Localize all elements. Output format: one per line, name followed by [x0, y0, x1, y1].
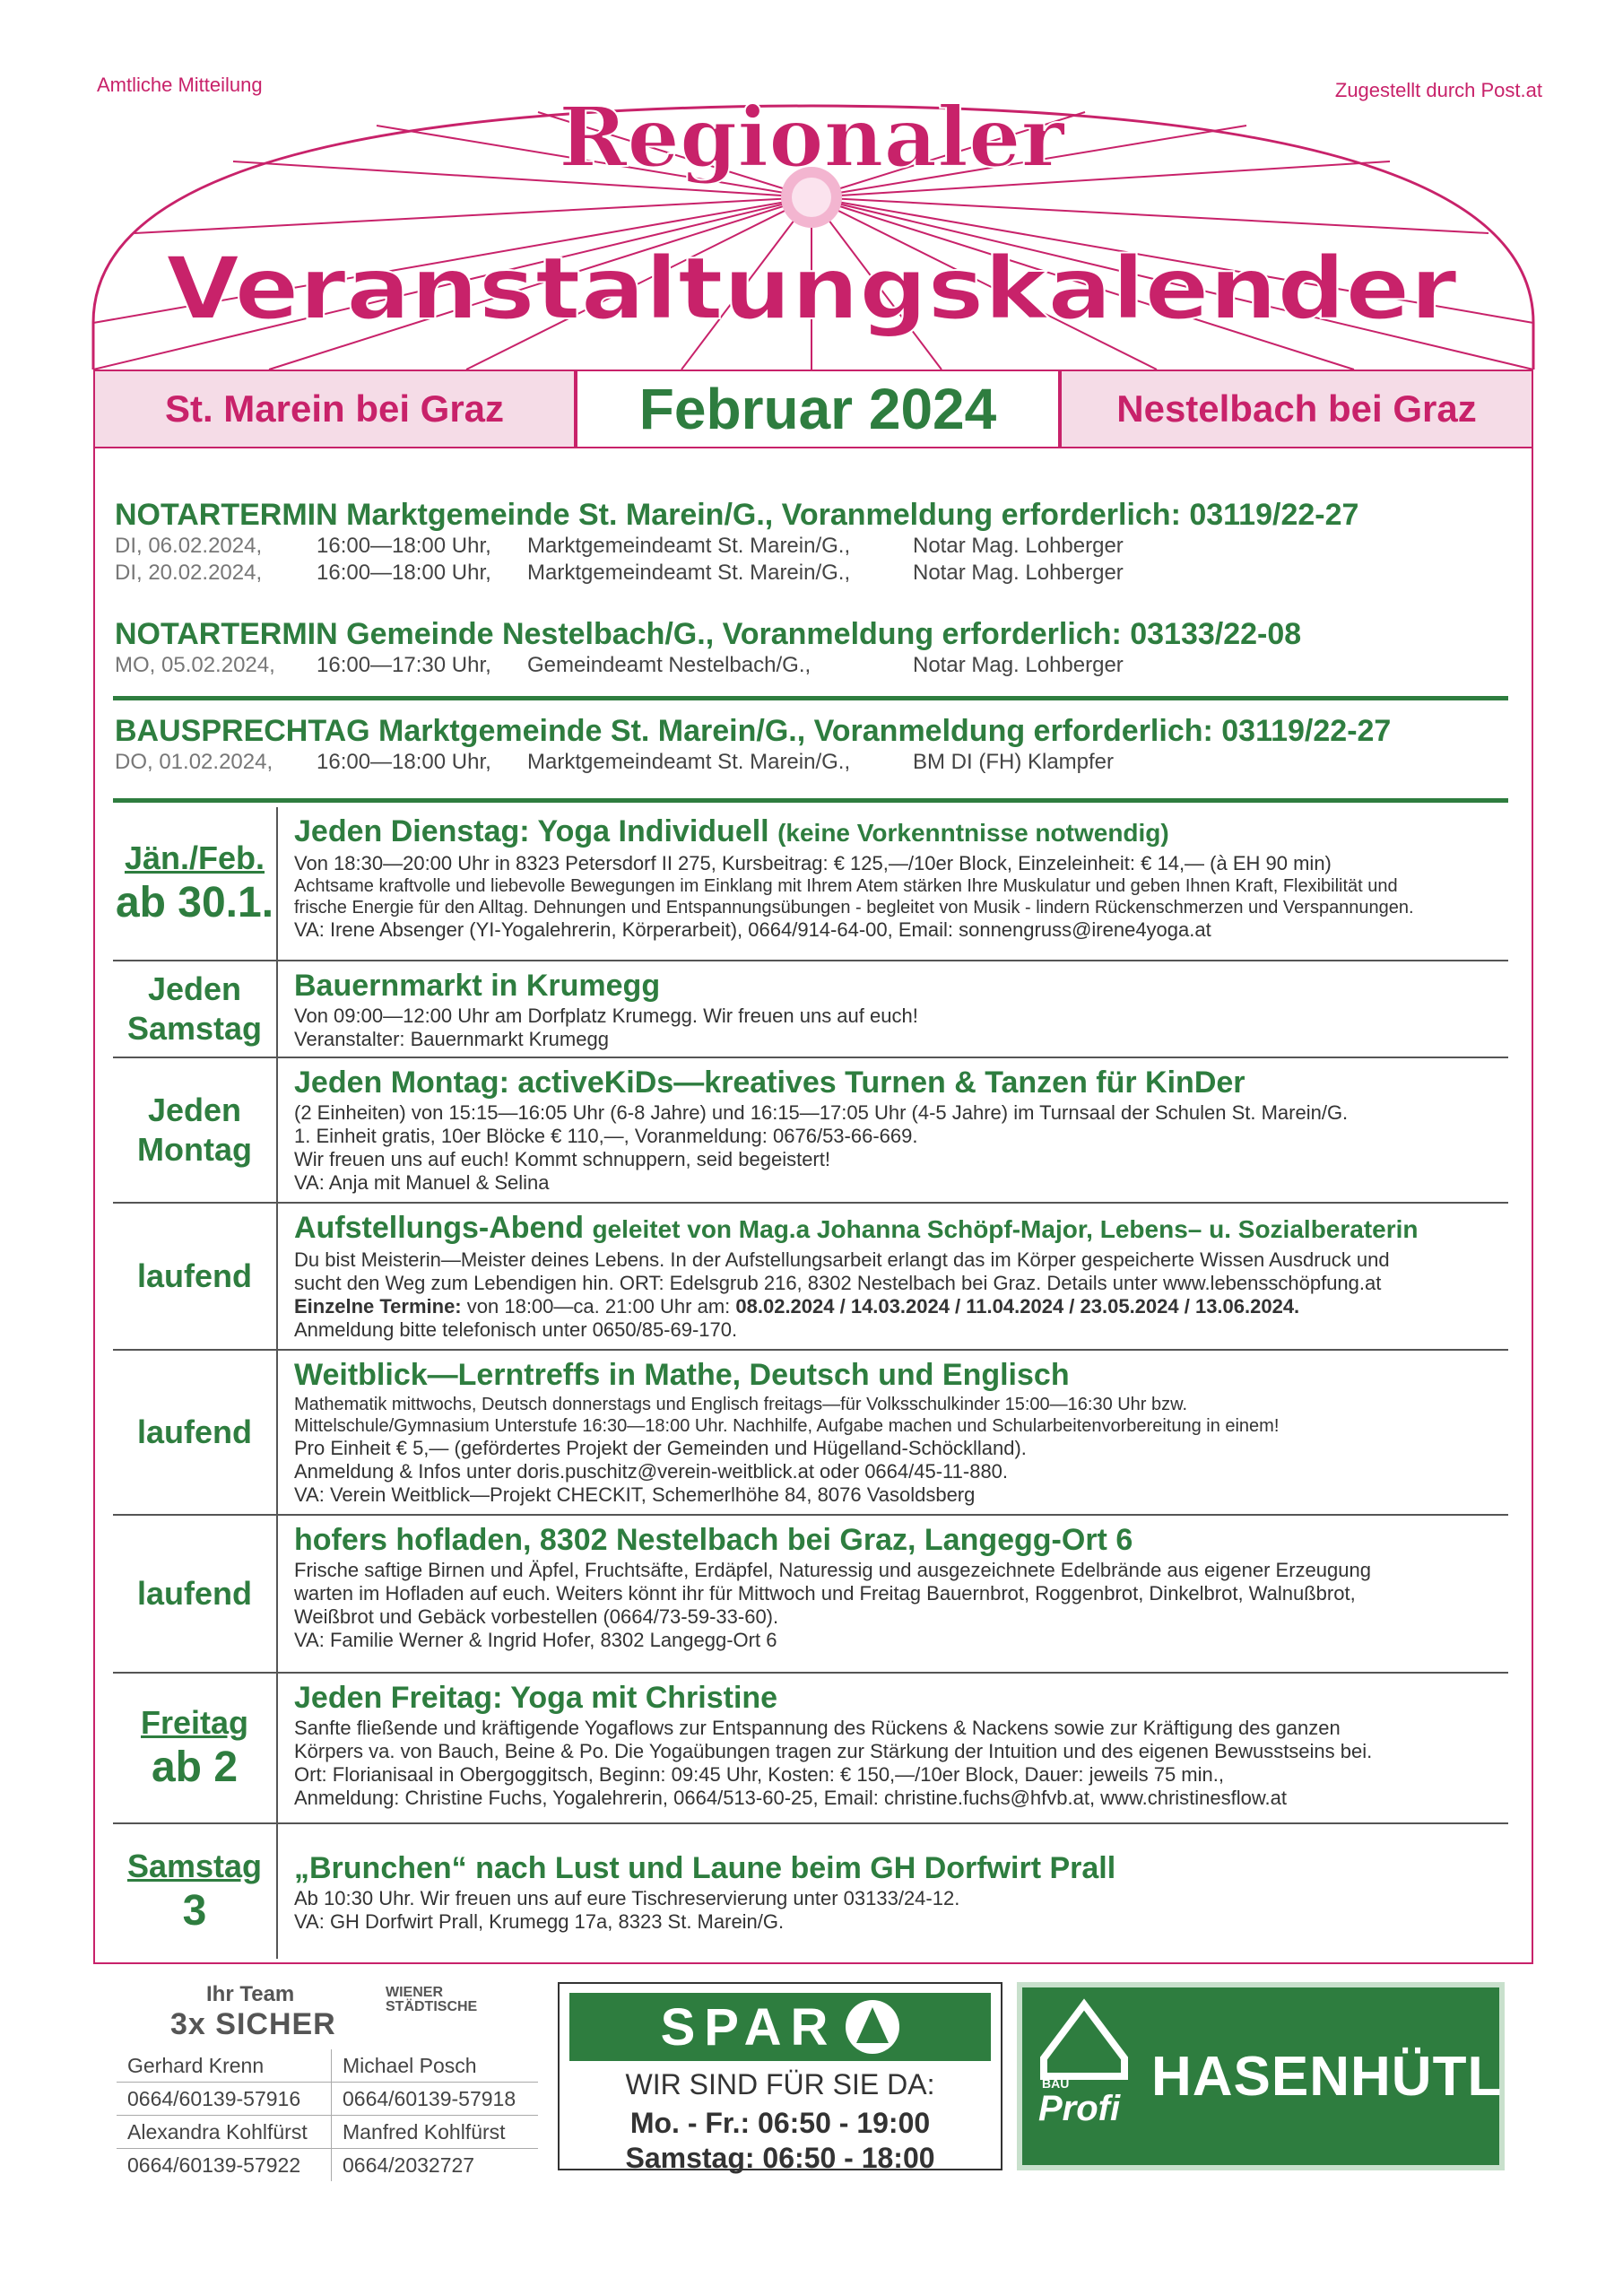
schedule-row: DI, 20.02.2024, 16:00—18:00 Uhr, Marktgemeindeamt St. Marein/G., Notar Mag. Lohberger	[115, 561, 1124, 585]
hasenhuetl-name: HASENHÜTL	[1151, 2045, 1503, 2108]
event-date: Jän./Feb. ab 30.1.	[113, 807, 278, 960]
event-title: hofers hofladen, 8302 Nestelbach bei Graz, Langegg-Ort 6	[294, 1523, 1133, 1557]
event-date: Samstag 3	[113, 1824, 278, 1959]
insurance-ad	[117, 1982, 538, 2177]
event-title: Jeden Freitag: Yoga mit Christine	[294, 1681, 778, 1715]
building-consultation-section	[115, 714, 1514, 776]
title-line-1: Regionaler	[558, 89, 1065, 186]
event-date: laufend	[113, 1516, 278, 1672]
event-hofers-hofladen: laufend hofers hofladen, 8302 Nestelbach bei Graz, Langegg-Ort 6 Frische saftige Birnen und Äpfel, Fruchtsäfte, Erdäpfel, Naturessig und ausgezeichnete Edelbrände aus eigener Erzeugung warten im Hofladen auf euch. Weiters könnt ihr für Mittwoch und Freitag Bauernbrot, Roggenbrot, Dinkelbrot, Walnußbrot, Weißbrot und Gebäck vorbestellen (0664/73-59-33-60). VA: Familie Werner & Ingrid Hofer, 8302 Langegg-Ort 6	[113, 1516, 1508, 1674]
spar-hours-weekday: Mo. - Fr.: 06:50 - 19:00	[629, 2107, 931, 2139]
event-yoga-individuell: Jän./Feb. ab 30.1. Jeden Dienstag: Yoga Individuell (keine Vorkenntnisse notwendig) Von 18:30—20:00 Uhr in 8323 Petersdorf II 275, Kursbeitrag: € 125,—/10er Block, Einzeleinheit: € 14,— (à EH 90 min) Achtsame kraftvolle und liebevolle Bewegungen im Einklang mit Ihrem Atem stärken Ihre Muskulatur und geben Ihnen Kraft, Flexibilität und frische Energie für den Alltag. Dehnungen und Entspannungsübungen - begleitet von Musik - lindern Rückenschmerzen und Verspannungen. VA: Irene Absenger (YI-Yogalehrerin, Körperarbeit), 0664/914-64-00, Email: sonnengruss@irene4yoga.at	[113, 807, 1508, 961]
place-right-box: Nestelbach bei Graz	[1060, 370, 1533, 448]
event-title: Bauernmarkt in Krumegg	[294, 969, 661, 1003]
section-title: NOTARTERMIN Marktgemeinde St. Marein/G., Voranmeldung erforderlich: 03119/22-27	[115, 498, 1359, 532]
event-brunchen: Samstag 3 „Brunchen“ nach Lust und Laune beim GH Dorfwirt Prall Ab 10:30 Uhr. Wir freuen uns auf eure Tischreservierung unter 03133/24-12. VA: GH Dorfwirt Prall, Krumegg 17a, 8323 St. Marein/G.	[113, 1824, 1508, 1959]
event-title: Aufstellungs-Abend geleitet von Mag.a Johanna Schöpf-Major, Lebens– u. Sozialberaterin	[294, 1211, 1419, 1245]
spar-tagline: WIR SIND FÜR SIE DA:	[625, 2068, 935, 2100]
event-activekids: Jeden Montag Jeden Montag: activeKiDs—kreatives Turnen & Tanzen für KinDer (2 Einheiten) von 15:15—16:05 Uhr (6-8 Jahre) und 16:15—17:05 Uhr (4-5 Jahre) im Turnsaal der Schulen St. Marein/G. 1. Einheit gratis, 10er Blöcke € 110,—, Voranmeldung: 0676/53-66-669. Wir freuen uns auf euch! Kommt schnuppern, seid begeistert! VA: Anja mit Manuel & Selina	[113, 1058, 1508, 1204]
notary-section-nestelbach	[115, 617, 1514, 679]
event-title: Jeden Montag: activeKiDs—kreatives Turnen & Tanzen für KinDer	[294, 1065, 1245, 1100]
insurer-logo: WIENER STÄDTISCHE	[386, 1985, 478, 2014]
team-slogan: 3x SICHER	[170, 2007, 336, 2041]
event-weitblick: laufend Weitblick—Lerntreffs in Mathe, Deutsch und Englisch Mathematik mittwochs, Deutsch donnerstags und Englisch freitags—für Volksschulkinder 15:00—16:30 Uhr bzw. Mittelschule/Gymnasium Unterstufe 16:30—18:00 Uhr. Nachhilfe, Aufgabe machen und Schularbeitenvorbereitung in einem! Pro Einheit € 5,— (gefördertes Projekt der Gemeinden und Hügelland-Schöcklland). Anmeldung & Infos unter doris.puschitz@verein-weitblick.at oder 0664/45-11-880. VA: Verein Weitblick—Projekt CHECKIT, Schemerlhöhe 84, 8076 Vasoldsberg	[113, 1351, 1508, 1516]
event-title: Jeden Dienstag: Yoga Individuell (keine Vorkenntnisse notwendig)	[294, 814, 1169, 848]
notary-section-st-marein	[115, 498, 1514, 587]
month-box: Februar 2024	[576, 370, 1060, 448]
event-aufstellungs-abend: laufend Aufstellungs-Abend geleitet von Mag.a Johanna Schöpf-Major, Lebens– u. Sozialberaterin Du bist Meisterin—Meister deines Lebens. In der Aufstellungsarbeit erlangt das im Körper gespeicherte Wissen Ausdruck und sucht den Weg zum Lebendigen hin. ORT: Edelsgrub 216, 8302 Nestelbach bei Graz. Details unter www.lebensschöpfung.at Einzelne Termine: von 18:00—ca. 21:00 Uhr am: 08.02.2024 / 14.03.2024 / 11.04.2024 / 23.05.2024 / 13.06.2024. Anmeldung bitte telefonisch unter 0650/85-69-170.	[113, 1204, 1508, 1351]
event-bauernmarkt: Jeden Samstag Bauernmarkt in Krumegg Von 09:00—12:00 Uhr am Dorfplatz Krumegg. Wir freuen uns auf euch! Veranstalter: Bauernmarkt Krumegg	[113, 961, 1508, 1058]
schedule-row: MO, 05.02.2024, 16:00—17:30 Uhr, Gemeindeamt Nestelbach/G., Notar Mag. Lohberger	[115, 653, 1124, 677]
official-notice-label: Amtliche Mitteilung	[97, 74, 263, 96]
hasenhuetl-ad	[1017, 1982, 1505, 2170]
spar-ad	[558, 1982, 1002, 2174]
event-date: Freitag ab 2	[113, 1674, 278, 1822]
divider-line	[113, 798, 1508, 803]
contact-grid: Gerhard Krenn Michael Posch 0664/60139-57916 0664/60139-57918 Alexandra Kohlfürst Manfred Kohlfürst 0664/60139-57922 0664/2032727	[117, 2049, 538, 2181]
team-label: Ihr Team	[206, 1982, 295, 2006]
title-line-2: Veranstaltungskalender	[166, 239, 1458, 339]
section-title: BAUSPRECHTAG Marktgemeinde St. Marein/G., Voranmeldung erforderlich: 03119/22-27	[115, 714, 1392, 748]
event-date: Jeden Montag	[113, 1058, 278, 1202]
bau-profi-logo: BAU Profi	[1035, 1996, 1133, 2157]
event-date: laufend	[113, 1351, 278, 1514]
section-title: NOTARTERMIN Gemeinde Nestelbach/G., Voranmeldung erforderlich: 03133/22-08	[115, 617, 1302, 651]
spar-tree-icon	[846, 2000, 899, 2054]
place-left-box: St. Marein bei Graz	[93, 370, 576, 448]
spar-logo: SPAR	[569, 1993, 991, 2061]
event-date: Jeden Samstag	[113, 961, 278, 1057]
schedule-row: DI, 06.02.2024, 16:00—18:00 Uhr, Marktgemeindeamt St. Marein/G., Notar Mag. Lohberger	[115, 534, 1124, 558]
event-date: laufend	[113, 1204, 278, 1349]
event-yoga-christine: Freitag ab 2 Jeden Freitag: Yoga mit Christine Sanfte fließende und kräftigende Yogaflows zur Entspannung des Rückens & Nackens sowie zur Kräftigung des ganzen Körpers va. von Bauch, Beine & Po. Die Yogaübungen tragen zur Stärkung der Intuition und des eigenen Bewusstseins bei. Ort: Florianisaal in Obergoggitsch, Beginn: 09:45 Uhr, Kosten: € 150,—/10er Block, Dauer: jeweils 75 min., Anmeldung: Christine Fuchs, Yogalehrerin, 0664/513-60-25, Email: christine.fuchs@hfvb.at, www.christinesflow.at	[113, 1674, 1508, 1824]
event-title: Weitblick—Lerntreffs in Mathe, Deutsch und Englisch	[294, 1358, 1070, 1392]
schedule-row: DO, 01.02.2024, 16:00—18:00 Uhr, Marktgemeindeamt St. Marein/G., BM DI (FH) Klampfer	[115, 750, 1115, 774]
divider-line	[113, 696, 1508, 700]
spar-hours-saturday: Samstag: 06:50 - 18:00	[625, 2142, 935, 2174]
event-title: „Brunchen“ nach Lust und Laune beim GH Dorfwirt Prall	[294, 1851, 1116, 1885]
delivery-note: Zugestellt durch Post.at	[1334, 79, 1542, 101]
